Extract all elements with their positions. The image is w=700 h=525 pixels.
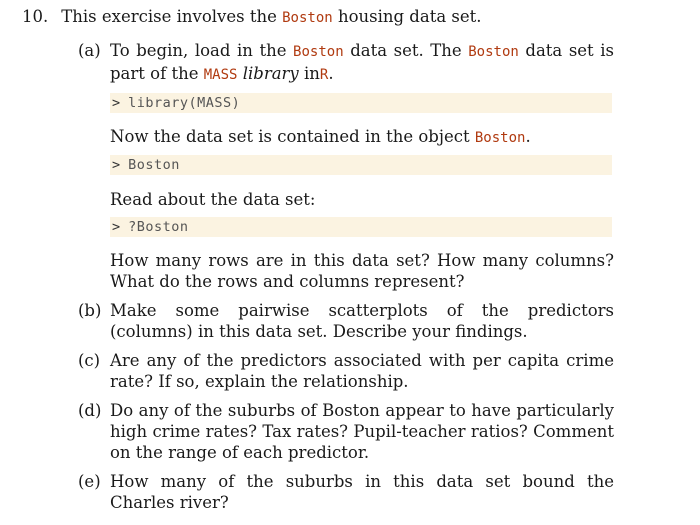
part-a-code-mass: MASS <box>203 67 238 83</box>
part-d-label: (d) <box>78 401 102 420</box>
part-a-code-boston-2: Boston <box>468 44 519 60</box>
code-block-library <box>110 93 612 113</box>
part-a-t1: To begin, load in the <box>110 41 287 60</box>
part-b-label: (b) <box>78 301 102 320</box>
part-a <box>78 40 614 86</box>
part-e-text: How many of the suburbs in this data set bound the Charles river? <box>110 472 614 512</box>
part-e-label: (e) <box>78 472 101 491</box>
part-a-para-2 <box>110 126 614 149</box>
exercise-heading <box>22 6 682 29</box>
code-prompt-2: > <box>112 157 121 173</box>
code-prompt-1: > <box>112 95 121 111</box>
part-a-p2-pre: Now the data set is contained in the object <box>110 127 470 146</box>
part-a-library-word: library <box>242 64 299 83</box>
part-a-code-boston-1: Boston <box>293 44 344 60</box>
part-d-text: Do any of the suburbs of Boston appear to have particularly high crime rates? Tax rates? Pupil-teacher ratios? Comment on the range of each predictor. <box>110 401 614 462</box>
part-a-t4: in <box>304 64 320 83</box>
part-a-para-4: How many rows are in this data set? How many columns? What do the rows and columns represent? <box>110 251 614 291</box>
code-block-boston <box>110 155 612 175</box>
part-a-t5: . <box>328 64 334 83</box>
part-c-label: (c) <box>78 351 101 370</box>
code-boston: Boston <box>128 157 180 173</box>
part-a-code-r: R <box>319 67 329 83</box>
code-help-boston: ?Boston <box>128 219 189 235</box>
heading-text-post: housing data set. <box>337 7 482 26</box>
code-block-help <box>110 217 612 237</box>
part-c <box>78 350 614 392</box>
part-a-text <box>110 40 614 86</box>
part-a-t3: data set is part of the <box>110 41 614 83</box>
part-e <box>78 471 614 513</box>
code-library-mass: library(MASS) <box>128 95 241 111</box>
part-b-text: Make some pairwise scatterplots of the predictors (columns) in this data set. Describe your findings. <box>110 301 614 341</box>
code-prompt-3: > <box>112 219 121 235</box>
part-a-para-3: Read about the data set: <box>110 190 316 209</box>
part-a-p2-post: . <box>525 127 531 146</box>
part-a-label: (a) <box>78 41 101 60</box>
part-a-t2: data set. The <box>350 41 462 60</box>
exercise-number: 10. <box>22 7 49 26</box>
part-b <box>78 300 614 342</box>
heading-code-boston: Boston <box>282 10 333 26</box>
part-c-text: Are any of the predictors associated with per capita crime rate? If so, explain the relationship. <box>110 351 614 391</box>
part-a-p2-code: Boston <box>474 130 526 146</box>
part-d <box>78 400 614 463</box>
heading-text-pre: This exercise involves the <box>61 7 277 26</box>
